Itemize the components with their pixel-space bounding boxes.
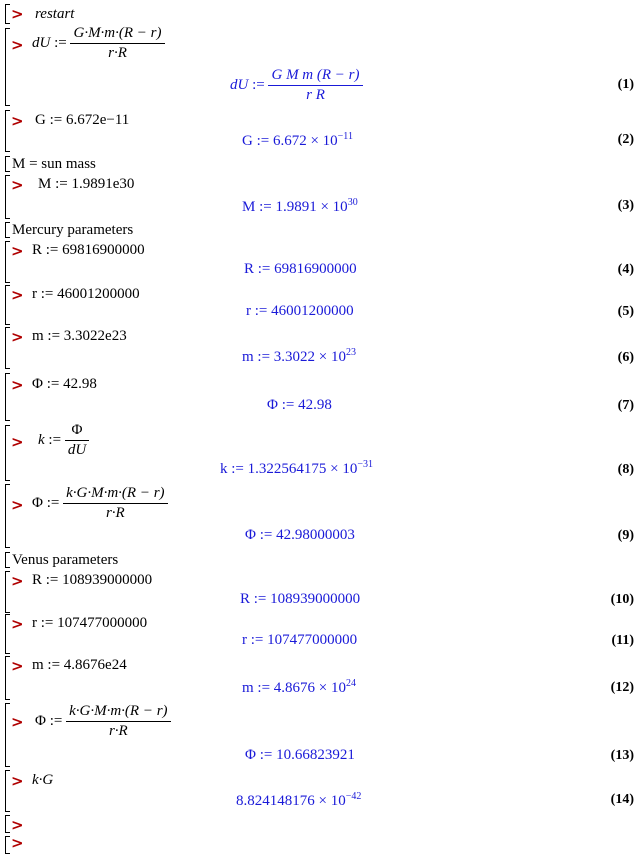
output-expression: R := 69816900000 [244, 261, 357, 277]
text-comment[interactable]: Venus parameters [12, 552, 119, 568]
input-line[interactable]: G := 6.672e−11 [35, 112, 130, 128]
output-expression [242, 131, 353, 150]
fraction-denominator: r·R [105, 505, 125, 521]
execution-group-bracket[interactable] [5, 373, 10, 421]
output-exponent: 30 [347, 197, 358, 208]
input-prompt: > [11, 286, 24, 304]
execution-group-bracket[interactable] [5, 285, 10, 325]
input-lhs: dU [32, 34, 51, 51]
input-prompt: > [11, 433, 24, 451]
input-line[interactable]: r := 46001200000 [32, 286, 140, 302]
equation-label: (8) [617, 462, 634, 477]
equation-label: (3) [617, 198, 634, 213]
input-line[interactable]: m := 4.8676e24 [32, 657, 127, 673]
equation-label: (10) [610, 592, 634, 607]
input-prompt: > [11, 242, 24, 260]
input-prompt: > [11, 328, 24, 346]
input-line[interactable]: r := 107477000000 [32, 615, 148, 631]
input-prompt: > [11, 112, 24, 130]
output-mantissa: m := 3.3022 × 10 [242, 349, 347, 365]
execution-group-bracket[interactable] [5, 110, 10, 152]
input-lhs: Φ [32, 494, 43, 511]
execution-group-bracket[interactable] [5, 614, 10, 654]
execution-group-bracket[interactable] [5, 4, 10, 24]
output-mantissa: m := 4.8676 × 10 [242, 680, 347, 696]
output-exponent: −31 [357, 459, 373, 470]
output-expression: Φ := 42.98 [267, 397, 332, 413]
output-expression [220, 459, 373, 478]
fraction-numerator: G·M·m·(R − r) [70, 25, 164, 44]
assign-operator: := [49, 712, 67, 729]
equation-label: (11) [611, 633, 634, 648]
equation-label: (2) [617, 132, 634, 147]
execution-group-bracket[interactable] [5, 241, 10, 283]
input-prompt: > [11, 615, 24, 633]
text-group-bracket[interactable] [5, 552, 10, 568]
execution-group-bracket[interactable] [5, 703, 10, 767]
fraction-numerator: k·G·M·m·(R − r) [66, 703, 170, 722]
equation-label: (6) [617, 350, 634, 365]
input-prompt: > [11, 36, 24, 54]
input-fraction [70, 25, 164, 62]
input-line[interactable]: restart [35, 6, 75, 22]
text-comment[interactable]: M = sun mass [12, 156, 96, 172]
fraction-numerator: Φ [65, 422, 89, 441]
input-line[interactable]: Φ := 42.98 [32, 376, 97, 392]
output-expression: Φ := 10.66823921 [245, 747, 355, 763]
output-expression: R := 108939000000 [240, 591, 361, 607]
input-fraction [65, 422, 89, 459]
input-lhs: k [38, 431, 45, 448]
input-line[interactable] [32, 485, 168, 522]
output-expression: r := 107477000000 [242, 632, 358, 648]
output-mantissa: k := 1.322564175 × 10 [220, 461, 358, 477]
assign-operator: := [54, 34, 71, 51]
assign-operator: := [46, 494, 64, 511]
input-prompt: > [11, 816, 24, 834]
equation-label: (4) [617, 262, 634, 277]
execution-group-bracket[interactable] [5, 770, 10, 812]
execution-group-bracket[interactable] [5, 484, 10, 548]
output-mantissa: 8.824148176 × 10 [236, 793, 346, 809]
input-line[interactable]: R := 69816900000 [32, 242, 145, 258]
text-comment[interactable]: Mercury parameters [12, 222, 134, 238]
input-line[interactable]: M := 1.9891e30 [38, 176, 135, 192]
input-line[interactable] [32, 25, 165, 62]
equation-label: (7) [617, 398, 634, 413]
execution-group-bracket[interactable] [5, 175, 10, 219]
fraction-denominator: r R [306, 87, 325, 103]
output-exponent: −42 [345, 791, 362, 802]
input-fraction [66, 703, 170, 740]
output-expression [236, 791, 361, 810]
equation-label: (1) [617, 77, 634, 92]
input-line[interactable]: R := 108939000000 [32, 572, 153, 588]
execution-group-bracket[interactable] [5, 815, 10, 833]
output-expression [242, 678, 356, 697]
fraction-denominator: r·R [108, 723, 128, 739]
text-group-bracket[interactable] [5, 222, 10, 238]
fraction-numerator: G M m (R − r) [268, 67, 362, 86]
output-lhs: dU [230, 76, 249, 93]
input-prompt: > [11, 176, 24, 194]
equation-label: (5) [617, 304, 634, 319]
output-exponent: 24 [346, 678, 357, 689]
input-line[interactable] [38, 422, 89, 459]
input-lhs: Φ [35, 712, 46, 729]
fraction-numerator: k·G·M·m·(R − r) [63, 485, 167, 504]
equation-label: (13) [610, 748, 634, 763]
execution-group-bracket[interactable] [5, 656, 10, 700]
execution-group-bracket[interactable] [5, 836, 10, 854]
input-fraction [63, 485, 167, 522]
input-prompt: > [11, 713, 24, 731]
execution-group-bracket[interactable] [5, 28, 10, 106]
equation-label: (14) [610, 792, 634, 807]
assign-operator: := [252, 76, 269, 93]
equation-label: (12) [610, 680, 634, 695]
output-expression: r := 46001200000 [246, 303, 354, 319]
output-expression [242, 197, 358, 216]
input-prompt: > [11, 496, 24, 514]
output-expression [230, 67, 363, 104]
input-line[interactable]: k·G [32, 772, 54, 788]
input-prompt: > [11, 376, 24, 394]
execution-group-bracket[interactable] [5, 425, 10, 481]
output-exponent: 23 [346, 347, 357, 358]
output-exponent: −11 [337, 131, 353, 142]
fraction-denominator: r·R [108, 45, 127, 61]
input-prompt: > [11, 834, 24, 852]
output-expression [242, 347, 356, 366]
input-line[interactable]: m := 3.3022e23 [32, 328, 127, 344]
fraction-denominator: dU [67, 442, 87, 458]
input-prompt: > [11, 772, 24, 790]
equation-label: (9) [617, 528, 634, 543]
output-mantissa: M := 1.9891 × 10 [242, 199, 348, 215]
execution-group-bracket[interactable] [5, 571, 10, 613]
text-group-bracket[interactable] [5, 156, 10, 172]
assign-operator: := [48, 431, 65, 448]
input-line[interactable] [35, 703, 171, 740]
input-prompt: > [11, 657, 24, 675]
input-prompt: > [11, 572, 24, 590]
output-expression: Φ := 42.98000003 [245, 527, 355, 543]
execution-group-bracket[interactable] [5, 327, 10, 369]
output-fraction [268, 67, 362, 104]
output-mantissa: G := 6.672 × 10 [242, 133, 338, 149]
input-prompt: > [11, 5, 24, 23]
